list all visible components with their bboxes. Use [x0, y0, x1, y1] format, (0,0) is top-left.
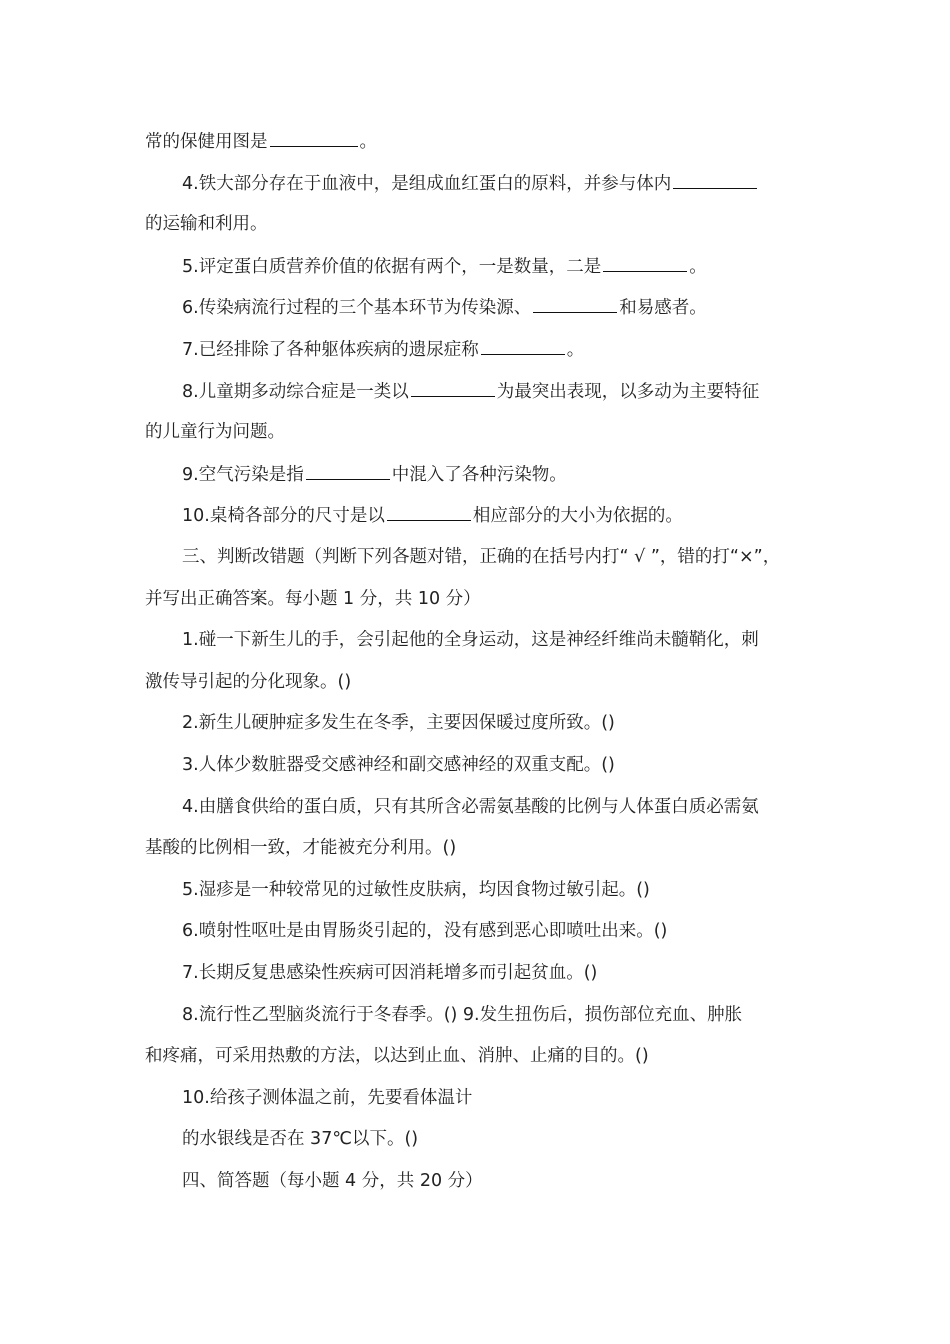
question-line: [182, 919, 667, 943]
line-text: 的儿童行为问题。: [145, 422, 285, 442]
answer-blank: [533, 295, 617, 313]
answer-blank: [387, 503, 471, 521]
line-text: 人体少数脏器受交感神经和副交感神经的双重支配。(): [198, 755, 615, 775]
line-text: 激传导引起的分化现象。(): [145, 672, 352, 692]
question-line: [182, 337, 584, 362]
text-line: [145, 420, 285, 444]
section-heading: [182, 545, 780, 569]
text-line: [145, 836, 456, 860]
answer-blank: [603, 254, 687, 272]
answer-blank: [411, 379, 495, 397]
question-number: 9.: [182, 465, 199, 485]
question-line: [182, 254, 707, 279]
section-heading: [182, 1169, 483, 1193]
line-text: 为最突出表现，以多动为主要特征: [496, 382, 760, 402]
text-line: [145, 212, 268, 236]
line-text: 流行性乙型脑炎流行于冬春季。(): [198, 1005, 463, 1025]
line-text: 和易感者。: [619, 298, 707, 318]
question-line: [182, 171, 759, 196]
line-text: 空气污染是指: [198, 465, 304, 485]
question-number: 6.: [182, 921, 199, 941]
line-text: 碰一下新生儿的手，会引起他的全身运动，这是神经纤维尚未髓鞘化，刺: [198, 630, 759, 650]
line-text: 桌椅各部分的尺寸是以: [209, 506, 385, 526]
question-line: [182, 795, 759, 819]
line-text: 儿童期多动综合症是一类以: [198, 382, 409, 402]
text-line: [182, 1127, 418, 1151]
line-text: 常的保健用图是: [145, 132, 268, 152]
question-number: 1.: [182, 630, 199, 650]
line-text: 喷射性呕吐是由胃肠炎引起的，没有感到恶心即喷吐出来。(): [198, 921, 668, 941]
question-line: [182, 628, 759, 652]
line-text: 由膳食供给的蛋白质，只有其所含必需氨基酸的比例与人体蛋白质必需氨: [198, 797, 759, 817]
line-text: 和疼痛，可采用热敷的方法，以达到止血、消肿、止痛的目的。(): [145, 1046, 649, 1066]
question-line: [182, 295, 707, 320]
line-text: 湿疹是一种较常见的过敏性皮肤病，均因食物过敏引起。(): [198, 880, 650, 900]
line-text: 中混入了各种污染物。: [391, 465, 567, 485]
question-number: 9.: [462, 1005, 480, 1025]
question-number: 4.: [182, 797, 199, 817]
question-number: 8.: [182, 1005, 199, 1025]
question-number: 5.: [182, 257, 199, 277]
text-line: [145, 587, 481, 611]
question-line: [182, 711, 615, 735]
question-number: 10.: [182, 1088, 210, 1108]
question-line: [182, 878, 650, 902]
question-line: [182, 1003, 742, 1027]
question-number: 7.: [182, 340, 199, 360]
answer-blank: [481, 337, 565, 355]
line-text: 。: [689, 257, 707, 277]
question-number: 3.: [182, 755, 199, 775]
question-number: 10.: [182, 506, 210, 526]
line-text: 。: [359, 132, 377, 152]
line-text: 新生儿硬肿症多发生在冬季，主要因保暖过度所致。(): [198, 713, 615, 733]
text-line: [145, 129, 377, 154]
line-text: 基酸的比例相一致，才能被充分利用。(): [145, 838, 457, 858]
line-text: 发生扭伤后，损伤部位充血、肿胀: [479, 1005, 743, 1025]
question-line: [182, 462, 567, 487]
line-text: 相应部分的大小为依据的。: [472, 506, 683, 526]
line-text: 长期反复患感染性疾病可因消耗增多而引起贫血。(): [198, 963, 598, 983]
line-text: 。: [566, 340, 585, 360]
answer-blank: [306, 462, 390, 480]
question-line: [182, 379, 759, 404]
line-text: 的水银线是否在 37℃以下。(): [182, 1129, 419, 1149]
line-text: 评定蛋白质营养价值的依据有两个，一是数量，二是: [198, 257, 602, 277]
question-line: [182, 503, 683, 528]
question-number: 8.: [182, 382, 199, 402]
line-text: 的运输和利用。: [145, 214, 268, 234]
question-line: [182, 1086, 472, 1110]
question-number: 6.: [182, 298, 199, 318]
question-number: 2.: [182, 713, 199, 733]
line-text: 四、简答题（每小题 4 分，共 20 分）: [182, 1171, 483, 1191]
text-line: [145, 670, 351, 694]
line-text: 给孩子测体温之前，先要看体温计: [209, 1088, 473, 1108]
line-text: 三、判断改错题（判断下列各题对错，正确的在括号内打“ √ ”，错的打“×”，: [182, 547, 781, 567]
text-line: [145, 1044, 649, 1068]
answer-blank: [673, 171, 757, 189]
line-text: 并写出正确答案。每小题 1 分，共 10 分）: [145, 589, 481, 609]
answer-blank: [270, 129, 358, 147]
question-line: [182, 753, 615, 777]
line-text: 传染病流行过程的三个基本环节为传染源、: [198, 298, 532, 318]
question-number: 4.: [182, 174, 199, 194]
line-text: 已经排除了各种躯体疾病的遗尿症称: [198, 340, 479, 360]
line-text: 铁大部分存在于血液中，是组成血红蛋白的原料，并参与体内: [198, 174, 672, 194]
question-line: [182, 961, 597, 985]
question-number: 7.: [182, 963, 199, 983]
question-number: 5.: [182, 880, 199, 900]
